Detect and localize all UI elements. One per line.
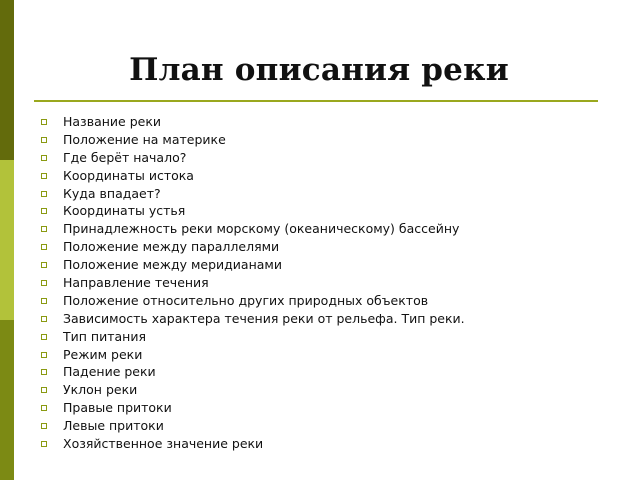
bullet-text: Положение между параллелями: [63, 239, 280, 255]
square-bullet-icon: [41, 441, 47, 447]
side-accent-bar-top: [0, 0, 14, 160]
square-bullet-icon: [41, 405, 47, 411]
bullet-text: Положение между меридианами: [63, 257, 282, 273]
bullet-item: [38, 131, 465, 149]
square-bullet-icon: [41, 137, 47, 143]
bullet-item: [38, 292, 465, 310]
bullet-item: [38, 149, 465, 167]
square-bullet-icon: [41, 352, 47, 358]
square-bullet-icon: [41, 316, 47, 322]
bullet-item: [38, 274, 465, 292]
bullet-text: Положение относительно других природных объектов: [63, 292, 429, 308]
bullet-item: [38, 202, 465, 220]
bullet-item: [38, 346, 465, 364]
bullet-text: Название реки: [63, 114, 161, 129]
bullet-text: Уклон реки: [63, 382, 138, 398]
bullet-item: [38, 399, 465, 417]
square-bullet-icon: [41, 155, 47, 161]
bullet-text: Левые притоки: [63, 418, 164, 434]
square-bullet-icon: [41, 262, 47, 268]
bullet-text: Куда впадает?: [63, 185, 161, 201]
square-bullet-icon: [41, 244, 47, 250]
bullet-text: Правые притоки: [63, 400, 172, 416]
bullet-text: Падение реки: [63, 364, 156, 380]
bullet-text: Координаты истока: [63, 167, 194, 183]
bullet-text: Координаты устья: [63, 203, 186, 219]
bullet-item: [38, 363, 465, 381]
bullet-list: [38, 113, 465, 453]
bullet-text: Хозяйственное значение реки: [63, 436, 264, 452]
bullet-item: [38, 238, 465, 256]
square-bullet-icon: [41, 191, 47, 197]
bullet-item: [38, 167, 465, 185]
bullet-text: Тип питания: [63, 328, 146, 344]
bullet-text: Зависимость характера течения реки от рельефа. Тип реки.: [63, 310, 465, 326]
square-bullet-icon: [41, 387, 47, 393]
bullet-item: [38, 113, 465, 131]
bullet-item: [38, 381, 465, 399]
bullet-text: Принадлежность реки морскому (океаническому) бассейну: [63, 221, 460, 237]
bullet-item: [38, 310, 465, 328]
slide-title: План описания реки: [129, 52, 509, 88]
square-bullet-icon: [41, 208, 47, 214]
square-bullet-icon: [41, 119, 47, 125]
square-bullet-icon: [41, 226, 47, 232]
bullet-text: Режим реки: [63, 346, 143, 362]
square-bullet-icon: [41, 423, 47, 429]
bullet-item: [38, 328, 465, 346]
bullet-text: Где берёт начало?: [63, 149, 187, 165]
bullet-item: [38, 220, 465, 238]
side-accent-bar-bottom: [0, 320, 14, 480]
bullet-item: [38, 185, 465, 203]
bullet-item: [38, 435, 465, 453]
bullet-text: Направление течения: [63, 275, 209, 291]
bullet-text: Положение на материке: [63, 131, 226, 147]
bullet-item: [38, 417, 465, 435]
square-bullet-icon: [41, 334, 47, 340]
bullet-item: [38, 256, 465, 274]
square-bullet-icon: [41, 173, 47, 179]
side-accent-bar-middle: [0, 160, 14, 320]
square-bullet-icon: [41, 369, 47, 375]
square-bullet-icon: [41, 280, 47, 286]
square-bullet-icon: [41, 298, 47, 304]
title-underline: [34, 100, 598, 102]
